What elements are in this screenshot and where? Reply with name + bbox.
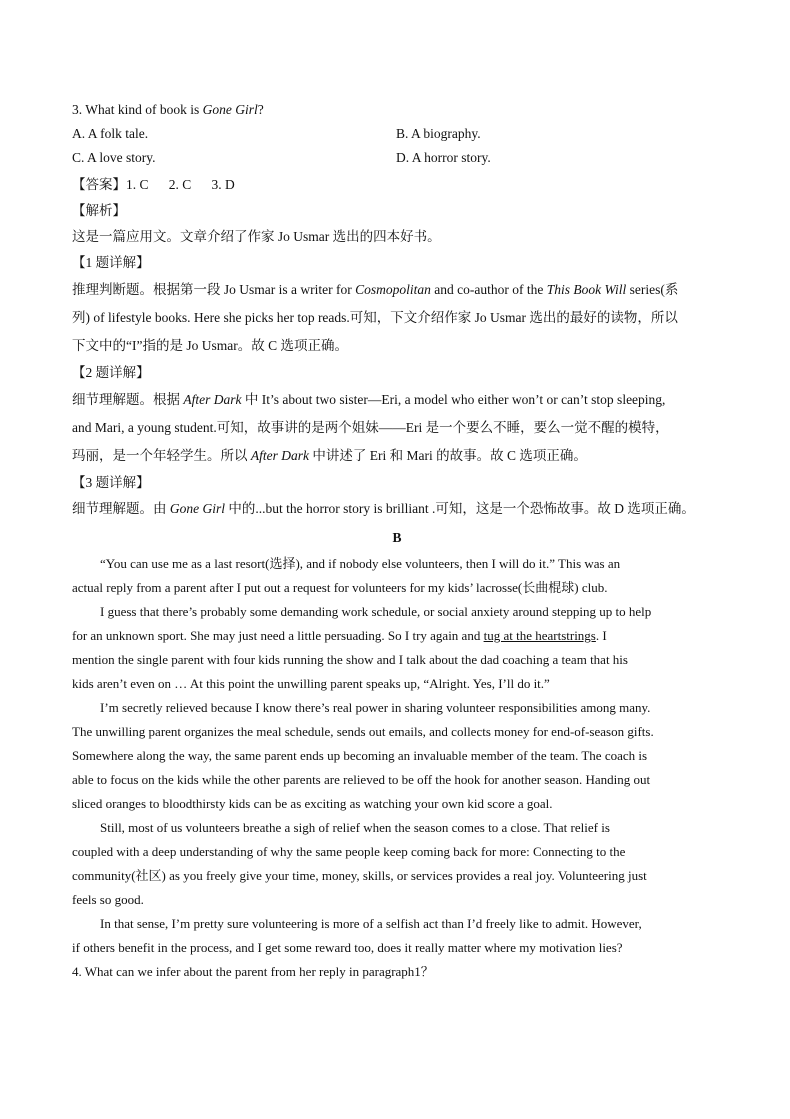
passage-p3-line-1: I’m secretly relieved because I know there’s real power in sharing volunteer responsibilities among many. bbox=[100, 700, 651, 715]
passage-p5-line-1: In that sense, I’m pretty sure volunteering is more of a selfish act than I’d freely like to admit. However, bbox=[100, 916, 642, 931]
passage-p3-line-2: The unwilling parent organizes the meal schedule, sends out emails, and collects money for end-of-season gifts. bbox=[72, 724, 654, 739]
option-a: A. A folk tale. bbox=[72, 126, 149, 141]
detail-2-line-3: 玛丽，是一个年轻学生。所以 After Dark 中讲述了 Eri 和 Mari 的故事。故 C 选项正确。 bbox=[72, 448, 587, 463]
passage-p2-line-3: mention the single parent with four kids running the show and I talk about the dad coaching a team that his bbox=[72, 652, 628, 667]
passage-p2-line-4: kids aren’t even on … At this point the unwilling parent speaks up, “Alright. Yes, I’ll do it.” bbox=[72, 676, 550, 691]
passage-p4-line-4: feels so good. bbox=[72, 892, 144, 907]
underlined-phrase: tug at the heartstrings bbox=[483, 628, 596, 643]
passage-p3-line-4: able to focus on the kids while the other parents are relieved to be off the hook for another season. Handing out bbox=[72, 772, 651, 787]
question-4: 4. What can we infer about the parent from her reply in paragraph1？ bbox=[72, 964, 434, 979]
detail-1-line-2: 列) of lifestyle books. Here she picks her top reads.可知，下文介绍作家 Jo Usmar 选出的最好的读物，所以 bbox=[72, 310, 678, 325]
passage-p4-line-3: community(社区) as you freely give your time, money, skills, or services provides a real joy. Volunteering just bbox=[72, 868, 647, 883]
option-d: D. A horror story. bbox=[396, 150, 491, 165]
question-3 bbox=[72, 98, 722, 170]
detail-3-heading: 【3 题详解】 bbox=[72, 475, 150, 490]
passage-p3-line-3: Somewhere along the way, the same parent ends up becoming an invaluable member of the team. The coach is bbox=[72, 748, 648, 763]
options-row-2 bbox=[72, 146, 722, 170]
question-3-stem: 3. What kind of book is Gone Girl? bbox=[72, 102, 264, 117]
detail-2-line-2: and Mari, a young student.可知，故事讲的是两个姐妹——Eri 是一个要么不睡，要么一觉不醒的模特， bbox=[72, 420, 669, 435]
passage-p4-line-2: coupled with a deep understanding of why the same people keep coming back for more: Connecting to the bbox=[72, 844, 626, 859]
detail-1-line-1: 推理判断题。根据第一段 Jo Usmar is a writer for Cosmopolitan and co-author of the This Book Will series(系 bbox=[72, 282, 679, 297]
section-b-title: B bbox=[392, 530, 402, 545]
analysis-summary: 这是一篇应用文。文章介绍了作家 Jo Usmar 选出的四本好书。 bbox=[72, 229, 441, 244]
book-title: Gone Girl bbox=[202, 102, 258, 117]
passage-p1-line-2: actual reply from a parent after I put out a request for volunteers for my kids’ lacrosse(长曲棍球) club. bbox=[72, 580, 608, 595]
detail-2-heading: 【2 题详解】 bbox=[72, 365, 150, 380]
passage-b bbox=[72, 552, 722, 984]
option-c: C. A love story. bbox=[72, 150, 156, 165]
passage-p2-line-2: for an unknown sport. She may just need a little persuading. So I try again and tug at the heartstrings. I bbox=[72, 628, 607, 643]
answer-line: 【答案】1. C 2. C 3. D bbox=[72, 177, 235, 192]
passage-p1-line-1: “You can use me as a last resort(选择), and if nobody else volunteers, then I will do it.” This was an bbox=[100, 556, 621, 571]
analysis-heading: 【解析】 bbox=[72, 203, 126, 218]
detail-1-line-3: 下文中的“I”指的是 Jo Usmar。故 C 选项正确。 bbox=[72, 338, 348, 353]
detail-3-line-1: 细节理解题。由 Gone Girl 中的...but the horror story is brilliant .可知，这是一个恐怖故事。故 D 选项正确。 bbox=[72, 501, 695, 516]
option-b: B. A biography. bbox=[396, 126, 481, 141]
analysis-section bbox=[72, 172, 722, 522]
detail-1-heading: 【1 题详解】 bbox=[72, 255, 150, 270]
detail-2-line-1: 细节理解题。根据 After Dark 中 It’s about two sister—Eri, a model who either won’t or can’t stop sleeping, bbox=[72, 392, 666, 407]
passage-p2-line-1: I guess that there’s probably some demanding work schedule, or social anxiety around stepping up to help bbox=[100, 604, 652, 619]
passage-p4-line-1: Still, most of us volunteers breathe a sigh of relief when the season comes to a close. That relief is bbox=[100, 820, 610, 835]
options-row-1 bbox=[72, 122, 722, 146]
passage-p3-line-5: sliced oranges to bloodthirsty kids can be as exciting as watching your own kid score a goal. bbox=[72, 796, 553, 811]
passage-p5-line-2: if others benefit in the process, and I get some reward too, does it really matter where my motivation lies? bbox=[72, 940, 623, 955]
